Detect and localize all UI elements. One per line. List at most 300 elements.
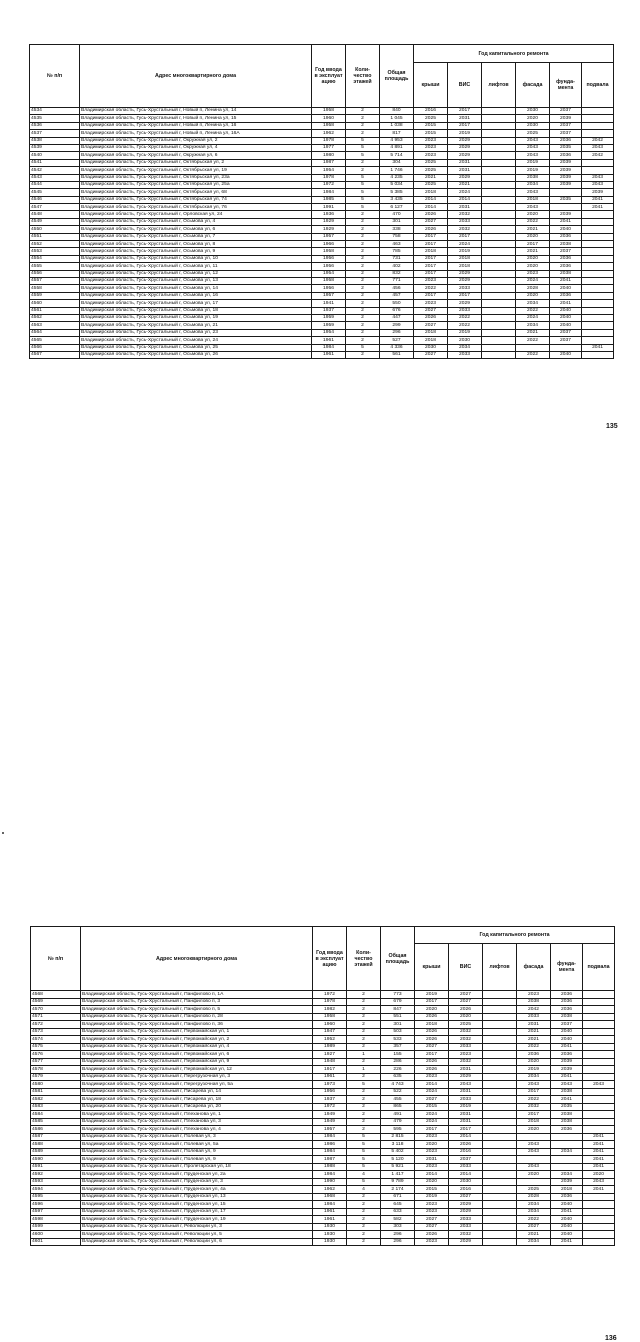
year-built-cell: 1972	[313, 1103, 347, 1111]
header-area: Общая площадь	[380, 45, 414, 108]
row-number-cell: 4576	[31, 1051, 81, 1059]
foundation-year-cell: 2041	[551, 1043, 583, 1051]
address-cell: Владимирская область, Гусь-Хрустальный г, Октябрьская ул, 76	[80, 204, 312, 211]
vis-year-cell: 2033	[448, 351, 482, 358]
vis-year-cell: 2032	[449, 1231, 483, 1239]
row-number-cell: 4561	[30, 307, 80, 314]
total-area-cell: 1 746	[380, 167, 414, 174]
table-row	[30, 277, 614, 284]
total-area-cell: 4 743	[381, 1081, 415, 1089]
lift-year-cell	[483, 1208, 517, 1216]
address-cell: Владимирская область, Гусь-Хрустальный г, Новый п, Ленина ул, 16	[80, 122, 312, 129]
table-row	[30, 255, 614, 262]
foundation-year-cell: 2043	[551, 1081, 583, 1089]
row-number-cell: 4583	[31, 1103, 81, 1111]
total-area-cell: 301	[380, 218, 414, 225]
address-cell: Владимирская область, Гусь-Хрустальный г, Осьмова ул, 23	[80, 329, 312, 336]
vis-year-cell: 2031	[448, 204, 482, 211]
floors-cell: 2	[346, 270, 380, 277]
vis-year-cell: 2026	[449, 1141, 483, 1149]
lift-year-cell	[483, 991, 517, 999]
roof-year-cell: 2025	[414, 115, 448, 122]
row-number-cell: 4563	[30, 322, 80, 329]
floors-cell: 2	[346, 108, 380, 115]
floors-cell: 5	[346, 181, 380, 188]
roof-year-cell: 2023	[414, 137, 448, 144]
table-body	[31, 991, 615, 1246]
lift-year-cell	[482, 174, 516, 181]
facade-year-cell: 2020	[517, 1058, 551, 1066]
table-row	[31, 1111, 615, 1119]
foundation-year-cell: 2038	[551, 1118, 583, 1126]
year-built-cell: 1984	[312, 189, 346, 196]
basement-year-cell	[582, 130, 614, 137]
floors-cell: 2	[346, 322, 380, 329]
lift-year-cell	[482, 277, 516, 284]
vis-year-cell: 2029	[448, 152, 482, 159]
total-area-cell: 491	[381, 1111, 415, 1119]
address-cell: Владимирская область, Гусь-Хрустальный г, Плеханова ул, 4	[81, 1126, 313, 1134]
foundation-year-cell: 2040	[550, 285, 582, 292]
foundation-year-cell: 2038	[551, 1088, 583, 1096]
roof-year-cell: 2021	[414, 174, 448, 181]
foundation-year-cell: 2040	[551, 1216, 583, 1224]
floors-cell: 4	[347, 1171, 381, 1179]
vis-year-cell: 2017	[448, 108, 482, 115]
table-row	[30, 337, 614, 344]
total-area-cell: 595	[381, 1126, 415, 1134]
row-number-cell: 4599	[31, 1223, 81, 1231]
table-row	[30, 329, 614, 336]
vis-year-cell: 2033	[449, 1096, 483, 1104]
year-built-cell: 1988	[313, 1163, 347, 1171]
floors-cell: 5	[347, 1178, 381, 1186]
total-area-cell: 551	[381, 1013, 415, 1021]
total-area-cell: 304	[380, 159, 414, 166]
vis-year-cell: 2043	[449, 1081, 483, 1089]
vis-year-cell: 2029	[448, 144, 482, 151]
basement-year-cell	[583, 1021, 615, 1029]
row-number-cell: 4601	[31, 1238, 81, 1246]
vis-year-cell: 2014	[449, 1133, 483, 1141]
foundation-year-cell: 2037	[550, 337, 582, 344]
total-area-cell: 671	[381, 1193, 415, 1201]
floors-cell: 2	[346, 329, 380, 336]
floors-cell: 2	[347, 1058, 381, 1066]
total-area-cell: 296	[381, 1231, 415, 1239]
roof-year-cell: 2027	[414, 218, 448, 225]
address-cell: Владимирская область, Гусь-Хрустальный г, Новый п, Ленина ул, 15	[80, 115, 312, 122]
basement-year-cell	[582, 351, 614, 358]
year-built-cell: 1973	[313, 1081, 347, 1089]
roof-year-cell: 2018	[414, 189, 448, 196]
row-number-cell: 4540	[30, 152, 80, 159]
row-number-cell: 4578	[31, 1066, 81, 1074]
vis-year-cell: 2019	[449, 1103, 483, 1111]
address-cell: Владимирская область, Гусь-Хрустальный г, Окружная ул, 4	[80, 144, 312, 151]
facade-year-cell: 2022	[516, 307, 550, 314]
lift-year-cell	[482, 181, 516, 188]
foundation-year-cell: 2040	[551, 1201, 583, 1209]
total-area-cell: 561	[380, 351, 414, 358]
foundation-year-cell: 2036	[550, 152, 582, 159]
repair-schedule-table	[30, 926, 615, 1246]
roof-year-cell: 2026	[415, 1013, 449, 1021]
vis-year-cell: 2021	[448, 181, 482, 188]
address-cell: Владимирская область, Гусь-Хрустальный г, Первомайская ул, 12	[81, 1066, 313, 1074]
basement-year-cell	[582, 108, 614, 115]
address-cell: Владимирская область, Гусь-Хрустальный г, Осьмова ул, 17	[80, 300, 312, 307]
basement-year-cell	[582, 167, 614, 174]
lift-year-cell	[483, 1088, 517, 1096]
table-row	[30, 174, 614, 181]
table-row	[31, 1036, 615, 1044]
facade-year-cell: 2034	[517, 1238, 551, 1246]
foundation-year-cell: 2036	[551, 1051, 583, 1059]
year-built-cell: 1956	[313, 1088, 347, 1096]
table-row	[30, 226, 614, 233]
row-number-cell: 4589	[31, 1148, 81, 1156]
address-cell: Владимирская область, Гусь-Хрустальный г, Осьмова ул, 8	[80, 241, 312, 248]
lift-year-cell	[483, 1058, 517, 1066]
total-area-cell: 301	[381, 1021, 415, 1029]
year-built-cell: 1954	[312, 329, 346, 336]
vis-year-cell: 2031	[448, 115, 482, 122]
table-row	[30, 144, 614, 151]
total-area-cell: 785	[380, 248, 414, 255]
header-floors: Коли-чество этажей	[347, 927, 381, 991]
floors-cell: 2	[347, 1201, 381, 1209]
header-repair-group: Год капитального ремонта	[415, 927, 615, 944]
vis-year-cell: 2016	[449, 1148, 483, 1156]
floors-cell: 2	[347, 1118, 381, 1126]
basement-year-cell	[583, 1058, 615, 1066]
facade-year-cell: 2034	[516, 322, 550, 329]
total-area-cell: 455	[381, 1096, 415, 1104]
row-number-cell: 4535	[30, 115, 80, 122]
facade-year-cell: 2042	[517, 1006, 551, 1014]
table-row	[30, 189, 614, 196]
basement-year-cell	[583, 1006, 615, 1014]
row-number-cell: 4570	[31, 1006, 81, 1014]
floors-cell: 5	[347, 1156, 381, 1164]
foundation-year-cell: 2041	[551, 1208, 583, 1216]
facade-year-cell: 2021	[516, 226, 550, 233]
address-cell: Владимирская область, Гусь-Хрустальный г, Полевая ул, 9	[81, 1148, 313, 1156]
facade-year-cell: 2043	[516, 144, 550, 151]
facade-year-cell: 2020	[516, 211, 550, 218]
basement-year-cell	[583, 1118, 615, 1126]
basement-year-cell	[583, 1028, 615, 1036]
roof-year-cell: 2020	[415, 1178, 449, 1186]
vis-year-cell: 2032	[449, 1028, 483, 1036]
total-area-cell: 9 789	[381, 1178, 415, 1186]
lift-year-cell	[482, 233, 516, 240]
address-cell: Владимирская область, Гусь-Хрустальный г, Пруденская ул, 15	[81, 1201, 313, 1209]
table-row	[31, 1088, 615, 1096]
year-built-cell: 1958	[312, 277, 346, 284]
roof-year-cell: 2027	[414, 351, 448, 358]
total-area-cell: 527	[380, 337, 414, 344]
total-area-cell: 5 921	[381, 1163, 415, 1171]
basement-year-cell: 2043	[583, 1081, 615, 1089]
floors-cell: 1	[347, 1066, 381, 1074]
table-row	[30, 204, 614, 211]
vis-year-cell: 2032	[449, 1036, 483, 1044]
row-number-cell: 4553	[30, 248, 80, 255]
address-cell: Владимирская область, Гусь-Хрустальный г, Осьмова ул, 16	[80, 292, 312, 299]
row-number-cell: 4587	[31, 1133, 81, 1141]
row-number-cell: 4585	[31, 1118, 81, 1126]
row-number-cell: 4543	[30, 174, 80, 181]
total-area-cell: 456	[380, 285, 414, 292]
year-built-cell: 1984	[313, 1148, 347, 1156]
facade-year-cell: 2020	[516, 263, 550, 270]
vis-year-cell: 2022	[448, 322, 482, 329]
table-row	[31, 1133, 615, 1141]
total-area-cell: 582	[381, 1216, 415, 1224]
address-cell: Владимирская область, Гусь-Хрустальный г, Осьмова ул, 24	[80, 337, 312, 344]
foundation-year-cell: 2036	[550, 137, 582, 144]
foundation-year-cell: 2039	[550, 181, 582, 188]
facade-year-cell: 2023	[517, 991, 551, 999]
total-area-cell: 303	[381, 1223, 415, 1231]
address-cell: Владимирская область, Гусь-Хрустальный г, Октябрьская ул, 25а	[80, 181, 312, 188]
address-cell: Владимирская область, Гусь-Хрустальный г, Писарева ул, 14	[81, 1088, 313, 1096]
vis-year-cell: 2029	[448, 300, 482, 307]
address-cell: Владимирская область, Гусь-Хрустальный г, Орловская ул, 24	[80, 211, 312, 218]
basement-year-cell	[583, 1208, 615, 1216]
address-cell: Владимирская область, Гусь-Хрустальный г, Полевая ул, 9	[81, 1156, 313, 1164]
vis-year-cell: 2019	[448, 130, 482, 137]
vis-year-cell: 2032	[449, 1058, 483, 1066]
table-row	[31, 1148, 615, 1156]
row-number-cell: 4598	[31, 1216, 81, 1224]
facade-year-cell: 2034	[517, 1208, 551, 1216]
row-number-cell: 4542	[30, 167, 80, 174]
header-repair-group: Год капитального ремонта	[414, 45, 614, 63]
lift-year-cell	[482, 337, 516, 344]
year-built-cell: 1978	[312, 137, 346, 144]
basement-year-cell	[583, 1201, 615, 1209]
lift-year-cell	[482, 285, 516, 292]
total-area-cell: 847	[381, 1006, 415, 1014]
row-number-cell: 4597	[31, 1208, 81, 1216]
vis-year-cell: 2027	[449, 991, 483, 999]
table-row	[31, 1021, 615, 1029]
lift-year-cell	[483, 1133, 517, 1141]
roof-year-cell: 2019	[415, 991, 449, 999]
foundation-year-cell: 2040	[551, 1231, 583, 1239]
total-area-cell: 679	[381, 998, 415, 1006]
facade-year-cell: 2028	[516, 285, 550, 292]
floors-cell: 2	[346, 307, 380, 314]
facade-year-cell: 2022	[516, 218, 550, 225]
table-row	[31, 991, 615, 999]
foundation-year-cell: 2036	[550, 292, 582, 299]
vis-year-cell: 2033	[448, 218, 482, 225]
facade-year-cell: 2020	[516, 292, 550, 299]
floors-cell: 2	[347, 1103, 381, 1111]
foundation-year-cell: 2037	[550, 108, 582, 115]
address-cell: Владимирская область, Гусь-Хрустальный г, Первомайская ул, 9	[81, 1058, 313, 1066]
facade-year-cell: 2036	[517, 1051, 551, 1059]
lift-year-cell	[483, 1081, 517, 1089]
row-number-cell: 4577	[31, 1058, 81, 1066]
year-built-cell: 1929	[312, 226, 346, 233]
facade-year-cell: 2019	[516, 159, 550, 166]
page-number: 135	[606, 423, 618, 430]
floors-cell: 5	[347, 1141, 381, 1149]
address-cell: Владимирская область, Гусь-Хрустальный г, Осьмова ул, 4	[80, 218, 312, 225]
header-basement: подвала	[583, 944, 615, 991]
vis-year-cell: 2029	[448, 277, 482, 284]
address-cell: Владимирская область, Гусь-Хрустальный г, Пруденская ул, 3	[81, 1178, 313, 1186]
lift-year-cell	[483, 1006, 517, 1014]
table-body	[30, 108, 614, 359]
total-area-cell: 832	[380, 270, 414, 277]
row-number-cell: 4554	[30, 255, 80, 262]
address-cell: Владимирская область, Гусь-Хрустальный г, Октябрьская ул, 23а	[80, 174, 312, 181]
basement-year-cell	[583, 1036, 615, 1044]
lift-year-cell	[482, 322, 516, 329]
facade-year-cell: 2031	[517, 1021, 551, 1029]
roof-year-cell: 2015	[414, 122, 448, 129]
foundation-year-cell: 2037	[550, 130, 582, 137]
basement-year-cell	[582, 122, 614, 129]
facade-year-cell: 2043	[516, 189, 550, 196]
foundation-year-cell: 2035	[550, 144, 582, 151]
vis-year-cell: 2029	[449, 1238, 483, 1246]
basement-year-cell	[583, 1103, 615, 1111]
lift-year-cell	[483, 1043, 517, 1051]
table-row	[31, 1081, 615, 1089]
floors-cell: 2	[346, 292, 380, 299]
basement-year-cell	[582, 285, 614, 292]
facade-year-cell: 2022	[517, 1043, 551, 1051]
floors-cell: 2	[346, 337, 380, 344]
basement-year-cell	[582, 241, 614, 248]
year-built-cell: 1949	[313, 1111, 347, 1119]
header-roof: крыши	[414, 63, 448, 108]
row-number-cell: 4562	[30, 314, 80, 321]
header-basement: подвала	[582, 63, 614, 108]
roof-year-cell: 2023	[414, 300, 448, 307]
address-cell: Владимирская область, Гусь-Хрустальный г, Полевая ул, 5а	[81, 1141, 313, 1149]
lift-year-cell	[482, 189, 516, 196]
address-cell: Владимирская область, Гусь-Хрустальный г, Осьмова ул, 12	[80, 270, 312, 277]
table-row	[30, 152, 614, 159]
foundation-year-cell: 2035	[551, 1103, 583, 1111]
year-built-cell: 1958	[313, 1013, 347, 1021]
row-number-cell: 4573	[31, 1028, 81, 1036]
vis-year-cell: 2029	[448, 137, 482, 144]
basement-year-cell: 2020	[583, 1171, 615, 1179]
foundation-year-cell: 2040	[550, 351, 582, 358]
roof-year-cell: 2014	[414, 204, 448, 211]
roof-year-cell: 2026	[414, 314, 448, 321]
floors-cell: 2	[346, 277, 380, 284]
address-cell: Владимирская область, Гусь-Хрустальный г, Окружная ул, 6	[80, 152, 312, 159]
total-area-cell: 402	[380, 263, 414, 270]
lift-year-cell	[483, 1021, 517, 1029]
roof-year-cell: 2018	[415, 1021, 449, 1029]
year-built-cell: 1930	[313, 1223, 347, 1231]
vis-year-cell: 2018	[448, 255, 482, 262]
floors-cell: 2	[347, 991, 381, 999]
vis-year-cell: 2029	[449, 1073, 483, 1081]
total-area-cell: 4 235	[380, 174, 414, 181]
table-row	[30, 344, 614, 351]
lift-year-cell	[483, 1231, 517, 1239]
table-row	[31, 1043, 615, 1051]
lift-year-cell	[482, 292, 516, 299]
table-row	[30, 263, 614, 270]
address-cell: Владимирская область, Гусь-Хрустальный г, Осьмова ул, 9	[80, 248, 312, 255]
row-number-cell: 4575	[31, 1043, 81, 1051]
address-cell: Владимирская область, Гусь-Хрустальный г, Новый п, Ленина ул, 16А	[80, 130, 312, 137]
facade-year-cell: 2043	[516, 204, 550, 211]
lift-year-cell	[483, 1141, 517, 1149]
facade-year-cell: 2033	[517, 1013, 551, 1021]
vis-year-cell: 2016	[449, 1186, 483, 1194]
header-roof: крыши	[415, 944, 449, 991]
year-built-cell: 1954	[312, 167, 346, 174]
foundation-year-cell: 2039	[550, 174, 582, 181]
vis-year-cell: 2031	[448, 167, 482, 174]
table-row	[30, 233, 614, 240]
address-cell: Владимирская область, Гусь-Хрустальный г, Панфилово п, 1А	[81, 991, 313, 999]
total-area-cell: 1 038	[380, 122, 414, 129]
vis-year-cell: 2027	[449, 998, 483, 1006]
lift-year-cell	[482, 159, 516, 166]
foundation-year-cell: 2039	[550, 211, 582, 218]
total-area-cell: 840	[380, 108, 414, 115]
address-cell: Владимирская область, Гусь-Хрустальный г, Окружная ул, 2	[80, 137, 312, 144]
basement-year-cell	[582, 329, 614, 336]
table-row	[30, 159, 614, 166]
foundation-year-cell: 2037	[551, 1021, 583, 1029]
lift-year-cell	[482, 144, 516, 151]
basement-year-cell	[583, 1073, 615, 1081]
header-vis: ВИС	[448, 63, 482, 108]
roof-year-cell: 2024	[415, 1111, 449, 1119]
table-row	[31, 1141, 615, 1149]
roof-year-cell: 2014	[415, 1171, 449, 1179]
foundation-year-cell: 2036	[551, 1126, 583, 1134]
total-area-cell: 3 118	[381, 1141, 415, 1149]
basement-year-cell	[583, 1088, 615, 1096]
basement-year-cell	[582, 218, 614, 225]
year-built-cell: 1917	[313, 1066, 347, 1074]
facade-year-cell: 2021	[516, 248, 550, 255]
year-built-cell: 1958	[312, 248, 346, 255]
row-number-cell: 4564	[30, 329, 80, 336]
facade-year-cell: 2027	[517, 1223, 551, 1231]
facade-year-cell	[517, 1133, 551, 1141]
floors-cell: 2	[347, 1096, 381, 1104]
floors-cell: 2	[347, 1216, 381, 1224]
table-header	[31, 927, 615, 991]
facade-year-cell: 2021	[516, 329, 550, 336]
table-row	[31, 1193, 615, 1201]
roof-year-cell: 2017	[415, 1126, 449, 1134]
basement-year-cell	[582, 322, 614, 329]
floors-cell: 2	[346, 130, 380, 137]
row-number-cell: 4560	[30, 300, 80, 307]
row-number-cell: 4592	[31, 1171, 81, 1179]
roof-year-cell: 2015	[415, 1186, 449, 1194]
